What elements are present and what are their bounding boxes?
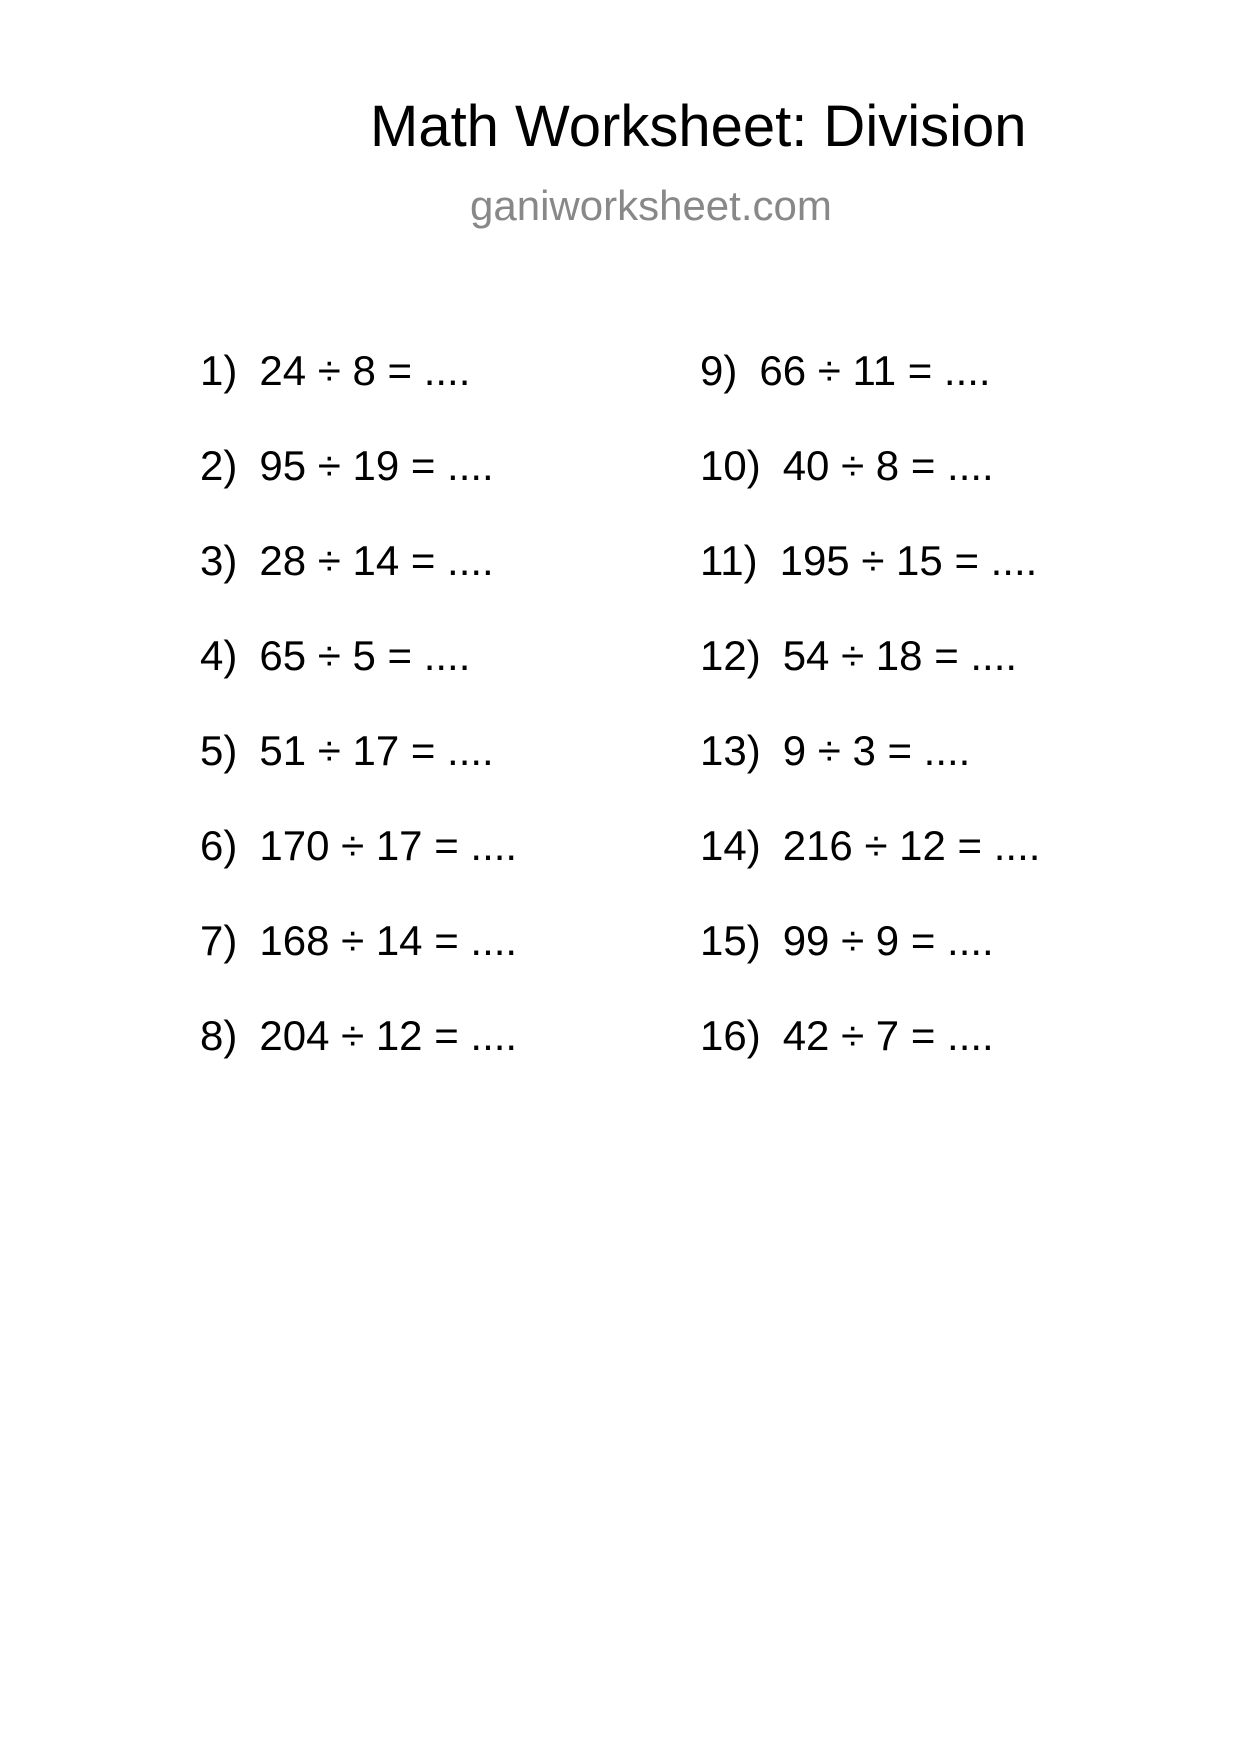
page-title: Math Worksheet: Division (370, 94, 1027, 159)
problem-number: 14) (700, 822, 761, 869)
problem-item (200, 442, 517, 540)
problem-number: 7) (200, 917, 238, 964)
problem-expression: 170 ÷ 17 = .... (259, 822, 518, 869)
problem-number: 1) (200, 347, 238, 394)
problem-item (200, 347, 517, 445)
problem-item (200, 822, 518, 920)
problem-expression: 42 ÷ 7 = .... (782, 1012, 994, 1059)
problem-item (700, 632, 1040, 730)
problem-expression: 216 ÷ 12 = .... (782, 822, 1041, 869)
problem-expression: 99 ÷ 9 = .... (782, 917, 994, 964)
problem-number: 15) (700, 917, 761, 964)
problem-expression: 65 ÷ 5 = .... (259, 632, 471, 679)
problem-item (200, 537, 517, 635)
problem-item (700, 442, 1040, 540)
problem-expression: 204 ÷ 12 = .... (259, 1012, 518, 1059)
problem-expression: 168 ÷ 14 = .... (259, 917, 518, 964)
problem-number: 9) (700, 347, 738, 394)
problem-item (200, 727, 517, 825)
problem-number: 12) (700, 632, 761, 679)
problem-number: 16) (700, 1012, 761, 1059)
problem-number: 2) (200, 442, 238, 489)
problem-expression: 24 ÷ 8 = .... (259, 347, 471, 394)
problem-list-right (700, 347, 1041, 1110)
site-url: ganiworksheet.com (470, 182, 832, 229)
problem-number: 10) (700, 442, 761, 489)
problem-item (700, 727, 1040, 825)
problem-number: 6) (200, 822, 238, 869)
problem-item (700, 822, 1041, 920)
problem-number: 4) (200, 632, 238, 679)
problem-item (700, 537, 1040, 635)
problem-item (700, 917, 1040, 1015)
problem-expression: 40 ÷ 8 = .... (782, 442, 994, 489)
problem-item (700, 1012, 1040, 1110)
problem-item (200, 1012, 518, 1110)
problem-expression: 195 ÷ 15 = .... (779, 537, 1038, 584)
problem-number: 8) (200, 1012, 238, 1059)
problem-number: 11) (700, 537, 758, 584)
problem-expression: 54 ÷ 18 = .... (782, 632, 1018, 679)
problem-expression: 95 ÷ 19 = .... (259, 442, 494, 489)
problem-list-left (200, 347, 518, 1110)
problem-expression: 51 ÷ 17 = .... (259, 727, 494, 774)
problem-item (700, 347, 1040, 445)
problem-number: 5) (200, 727, 238, 774)
problem-expression: 28 ÷ 14 = .... (259, 537, 494, 584)
problem-expression: 66 ÷ 11 = .... (759, 347, 991, 394)
problem-item (200, 917, 518, 1015)
problem-item (200, 632, 517, 730)
problem-number: 13) (700, 727, 761, 774)
problem-expression: 9 ÷ 3 = .... (782, 727, 971, 774)
problem-number: 3) (200, 537, 238, 584)
